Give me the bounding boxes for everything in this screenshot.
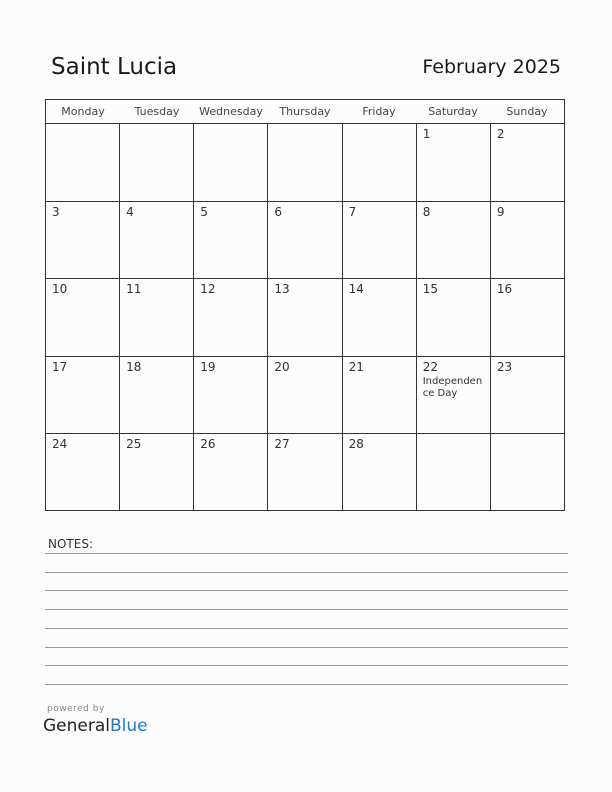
weekday-header [46, 100, 564, 124]
day-number: 5 [200, 204, 208, 219]
day-number: 28 [348, 437, 364, 451]
day-number: 19 [200, 359, 216, 374]
day-cell [268, 279, 342, 356]
day-cell [268, 434, 342, 510]
week-row [46, 202, 564, 280]
generalblue-logo[interactable] [43, 716, 148, 736]
day-number: 27 [274, 437, 290, 451]
weekday-tuesday: Tuesday [134, 105, 180, 118]
day-cell [268, 357, 342, 434]
day-cell [120, 279, 194, 356]
note-line[interactable] [45, 647, 568, 648]
weekday-saturday: Saturday [428, 105, 478, 118]
day-cell [417, 279, 491, 356]
day-cell [491, 279, 564, 356]
powered-by-text: powered by [47, 704, 105, 714]
day-cell [417, 202, 491, 279]
note-line[interactable] [45, 628, 568, 629]
day-number: 22 [422, 359, 438, 374]
day-number: 2 [496, 127, 505, 141]
note-line[interactable] [45, 590, 568, 591]
day-cell [46, 279, 120, 356]
day-number: 9 [496, 204, 505, 219]
weekday-sunday: Sunday [506, 105, 548, 118]
brand-blue: Blue [110, 716, 148, 736]
weekday-friday: Friday [362, 105, 396, 118]
day-cell [491, 434, 564, 510]
day-cell [194, 279, 268, 356]
day-cell [417, 434, 491, 510]
notes-label: NOTES: [48, 537, 93, 551]
day-number: 14 [348, 282, 364, 296]
day-cell [343, 279, 417, 356]
day-number: 15 [422, 282, 438, 296]
day-cell [194, 357, 268, 434]
brand-general: General [43, 716, 110, 736]
day-cell [491, 357, 564, 434]
note-line[interactable] [45, 553, 568, 554]
weekday-thursday: Thursday [279, 105, 331, 118]
day-number: 4 [126, 204, 134, 219]
note-line[interactable] [45, 609, 568, 610]
day-number: 10 [52, 282, 68, 296]
day-cell [343, 124, 417, 201]
weekday-monday: Monday [61, 105, 105, 118]
day-cell [343, 434, 417, 510]
day-cell [46, 202, 120, 279]
day-cell [268, 124, 342, 201]
day-number: 20 [274, 359, 290, 374]
day-number: 23 [496, 359, 513, 374]
day-cell [417, 124, 491, 201]
day-number: 21 [348, 359, 364, 374]
day-cell [120, 357, 194, 434]
country-title: Saint Lucia [51, 54, 178, 80]
day-cell [194, 124, 268, 201]
day-cell [194, 434, 268, 510]
day-number: 8 [422, 204, 431, 219]
week-row [46, 434, 564, 510]
calendar-grid [45, 99, 565, 511]
day-cell [120, 202, 194, 279]
day-number: 24 [52, 437, 68, 451]
day-number: 11 [126, 282, 142, 296]
day-cell [120, 434, 194, 510]
day-cell [46, 124, 120, 201]
week-row [46, 124, 564, 202]
day-cell [343, 357, 417, 434]
day-number: 12 [200, 282, 216, 296]
holiday-label: Independence Day [422, 375, 483, 399]
day-number: 1 [422, 127, 431, 141]
day-cell [120, 124, 194, 201]
note-line[interactable] [45, 572, 568, 573]
day-cell [46, 434, 120, 510]
week-row [46, 357, 564, 435]
day-cell [46, 357, 120, 434]
note-line[interactable] [45, 684, 568, 685]
day-cell [491, 124, 564, 201]
note-line[interactable] [45, 665, 568, 666]
day-cell [491, 202, 564, 279]
day-number: 3 [52, 204, 60, 219]
week-row [46, 279, 564, 357]
day-number: 16 [496, 282, 513, 296]
day-number: 6 [274, 204, 283, 219]
day-cell [343, 202, 417, 279]
day-cell [417, 357, 491, 434]
day-number: 25 [126, 437, 142, 451]
weekday-wednesday: Wednesday [199, 105, 263, 118]
day-cell [268, 202, 342, 279]
day-number: 18 [126, 359, 142, 374]
day-number: 26 [200, 437, 216, 451]
month-title: February 2025 [422, 56, 561, 78]
day-number: 17 [52, 359, 68, 374]
day-cell [194, 202, 268, 279]
day-number: 7 [348, 204, 357, 219]
day-number: 13 [274, 282, 290, 296]
